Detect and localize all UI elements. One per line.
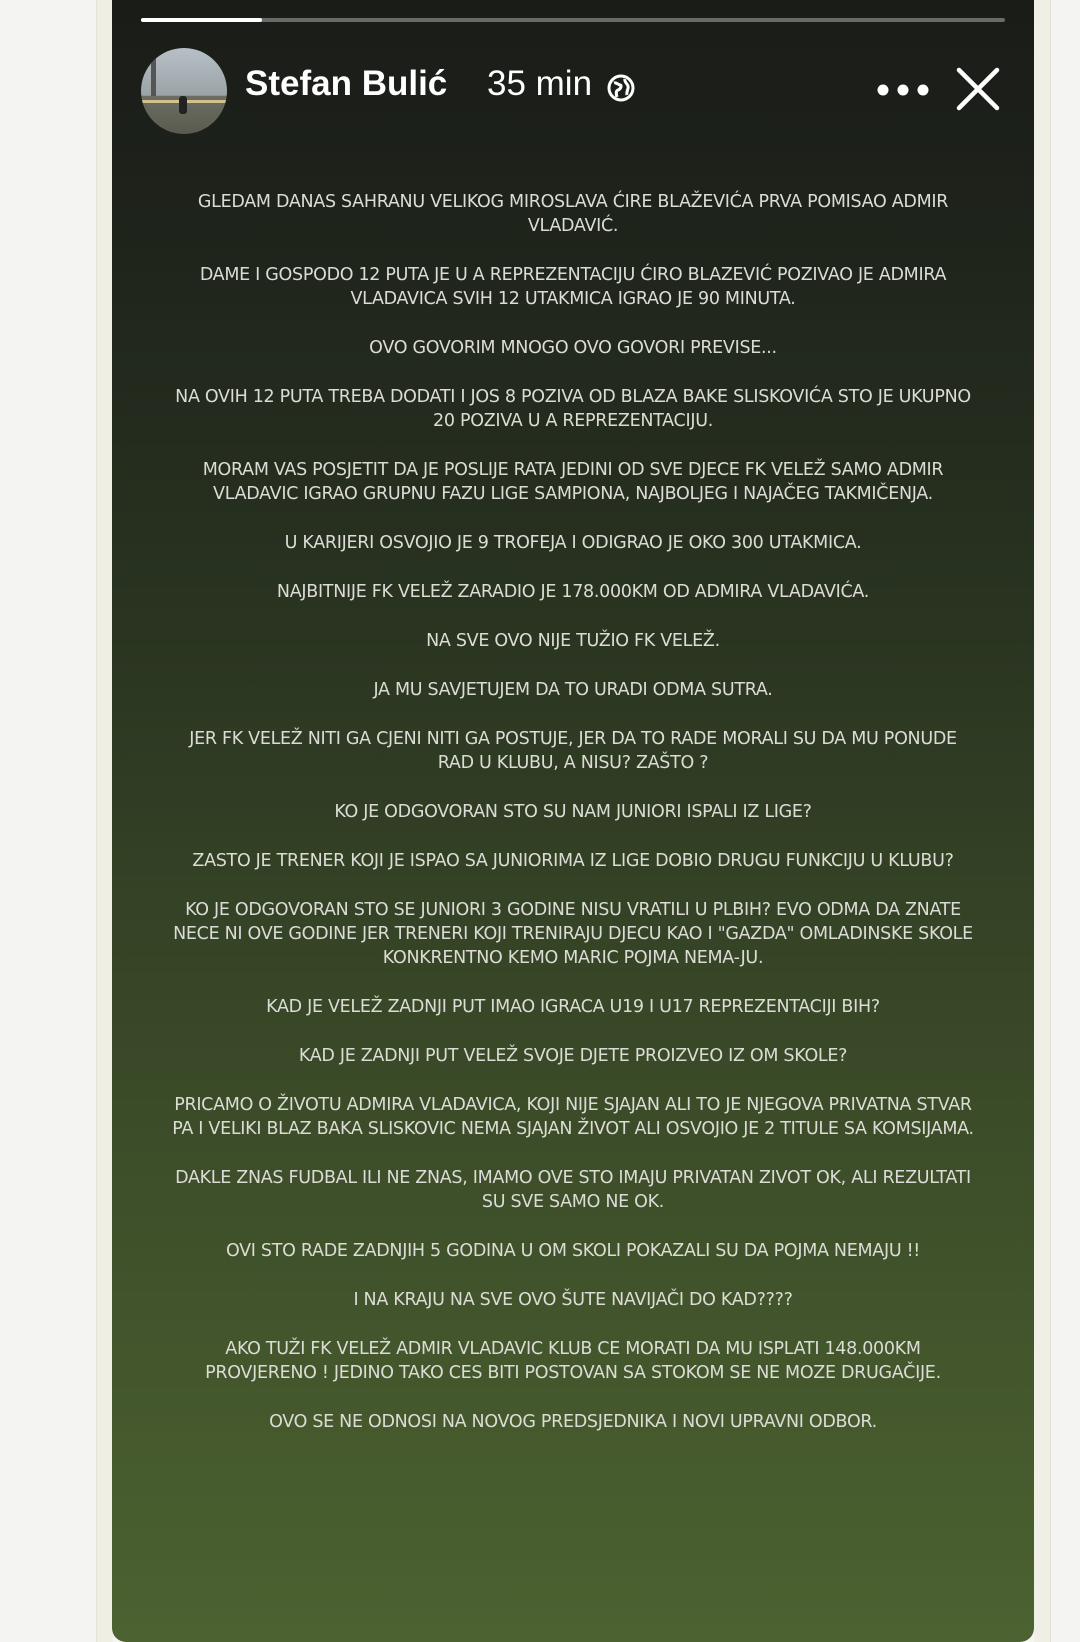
avatar[interactable] bbox=[141, 48, 227, 134]
story-paragraph: ZASTO JE TRENER KOJI JE ISPAO SA JUNIORIMA IZ LIGE DOBIO DRUGU FUNKCIJU U KLUBU? bbox=[192, 851, 954, 871]
globe-icon bbox=[607, 74, 635, 102]
story-paragraph: KO JE ODGOVORAN STO SE JUNIORI 3 GODINE NISU VRATILI U PLBIH? EVO ODMA DA ZNATE NECE NI OVE GODINE JER TRENERI KOJI TRENIRAJU DJECU KAO I "GAZDA" OMLADINSKE SKOLE KONKRENTNO KEMO MARIC POJMA NEMA-JU. bbox=[173, 900, 973, 968]
story-paragraph: JER FK VELEŽ NITI GA CJENI NITI GA POSTUJE, JER DA TO RADE MORALI SU DA MU PONUDE RAD U KLUBU, A NISU? ZAŠTO ? bbox=[189, 729, 957, 773]
story-paragraph: KO JE ODGOVORAN STO SU NAM JUNIORI ISPALI IZ LIGE? bbox=[334, 802, 812, 822]
story-paragraph: DAKLE ZNAS FUDBAL ILI NE ZNAS, IMAMO OVE STO IMAJU PRIVATAN ZIVOT OK, ALI REZULTATI SU SVE SAMO NE OK. bbox=[175, 1168, 971, 1212]
story-paragraph: MORAM VAS POSJETIT DA JE POSLIJE RATA JEDINI OD SVE DJECE FK VELEŽ SAMO ADMIR VLADAVIC IGRAO GRUPNU FAZU LIGE SAMPIONA, NAJBOLJEG I NAJAČEG TAKMIČENJA. bbox=[202, 460, 944, 504]
post-time: 35 min bbox=[487, 64, 593, 103]
story-paragraph: KAD JE VELEŽ ZADNJI PUT IMAO IGRACA U19 I U17 REPREZENTACIJI BIH? bbox=[266, 997, 880, 1017]
story-viewer[interactable] bbox=[112, 0, 1034, 1642]
close-icon[interactable] bbox=[953, 64, 1003, 114]
story-paragraph: OVO GOVORIM MNOGO OVO GOVORI PREVISE... bbox=[369, 338, 777, 358]
story-paragraph: NA OVIH 12 PUTA TREBA DODATI I JOS 8 POZIVA OD BLAZA BAKE SLISKOVIĆA STO JE UKUPNO 20 POZIVA U A REPREZENTACIJU. bbox=[175, 387, 971, 431]
story-paragraph: JA MU SAVJETUJEM DA TO URADI ODMA SUTRA. bbox=[373, 680, 773, 700]
story-paragraph: DAME I GOSPODO 12 PUTA JE U A REPREZENTACIJU ĆIRO BLAZEVIĆ POZIVAO JE ADMIRA VLADAVICA SVIH 12 UTAKMICA IGRAO JE 90 MINUTA. bbox=[199, 265, 947, 309]
story-paragraph: I NA KRAJU NA SVE OVO ŠUTE NAVIJAČI DO KAD???? bbox=[353, 1290, 793, 1310]
more-dots-icon[interactable] bbox=[876, 78, 930, 102]
story-paragraph: NA SVE OVO NIJE TUŽIO FK VELEŽ. bbox=[426, 631, 720, 651]
story-progress-fill bbox=[141, 18, 262, 22]
story-header bbox=[141, 48, 1005, 134]
author-name[interactable]: Stefan Bulić bbox=[245, 64, 448, 103]
story-paragraph: AKO TUŽI FK VELEŽ ADMIR VLADAVIC KLUB CE MORATI DA MU ISPLATI 148.000KM PROVJERENO ! JEDINO TAKO CES BITI POSTOVAN SA STOKOM SE NE MOZE DRUGAČIJE. bbox=[205, 1339, 941, 1383]
story-paragraph: GLEDAM DANAS SAHRANU VELIKOG MIROSLAVA ĆIRE BLAŽEVIĆA PRVA POMISAO ADMIR VLADAVIĆ. bbox=[197, 192, 949, 236]
story-progress-bar bbox=[141, 18, 1005, 22]
story-paragraph: KAD JE ZADNJI PUT VELEŽ SVOJE DJETE PROIZVEO IZ OM SKOLE? bbox=[298, 1046, 848, 1066]
story-paragraph: NAJBITNIJE FK VELEŽ ZARADIO JE 178.000KM OD ADMIRA VLADAVIĆA. bbox=[276, 582, 870, 602]
story-paragraph: OVO SE NE ODNOSI NA NOVOG PREDSJEDNIKA I NOVI UPRAVNI ODBOR. bbox=[269, 1412, 877, 1432]
left-page-margin bbox=[96, 0, 113, 1642]
story-text bbox=[172, 190, 974, 1459]
story-paragraph: OVI STO RADE ZADNJIH 5 GODINA U OM SKOLI POKAZALI SU DA POJMA NEMAJU !! bbox=[225, 1241, 921, 1261]
right-page-margin bbox=[1034, 0, 1051, 1642]
story-paragraph: PRICAMO O ŽIVOTU ADMIRA VLADAVICA, KOJI NIJE SJAJAN ALI TO JE NJEGOVA PRIVATNA STVAR PA I VELIKI BLAZ BAKA SLISKOVIC NEMA SJAJAN ŽIVOT ALI OSVOJIO JE 2 TITULE SA KOMSIJAMA. bbox=[172, 1095, 974, 1139]
story-paragraph: U KARIJERI OSVOJIO JE 9 TROFEJA I ODIGRAO JE OKO 300 UTAKMICA. bbox=[284, 533, 862, 553]
